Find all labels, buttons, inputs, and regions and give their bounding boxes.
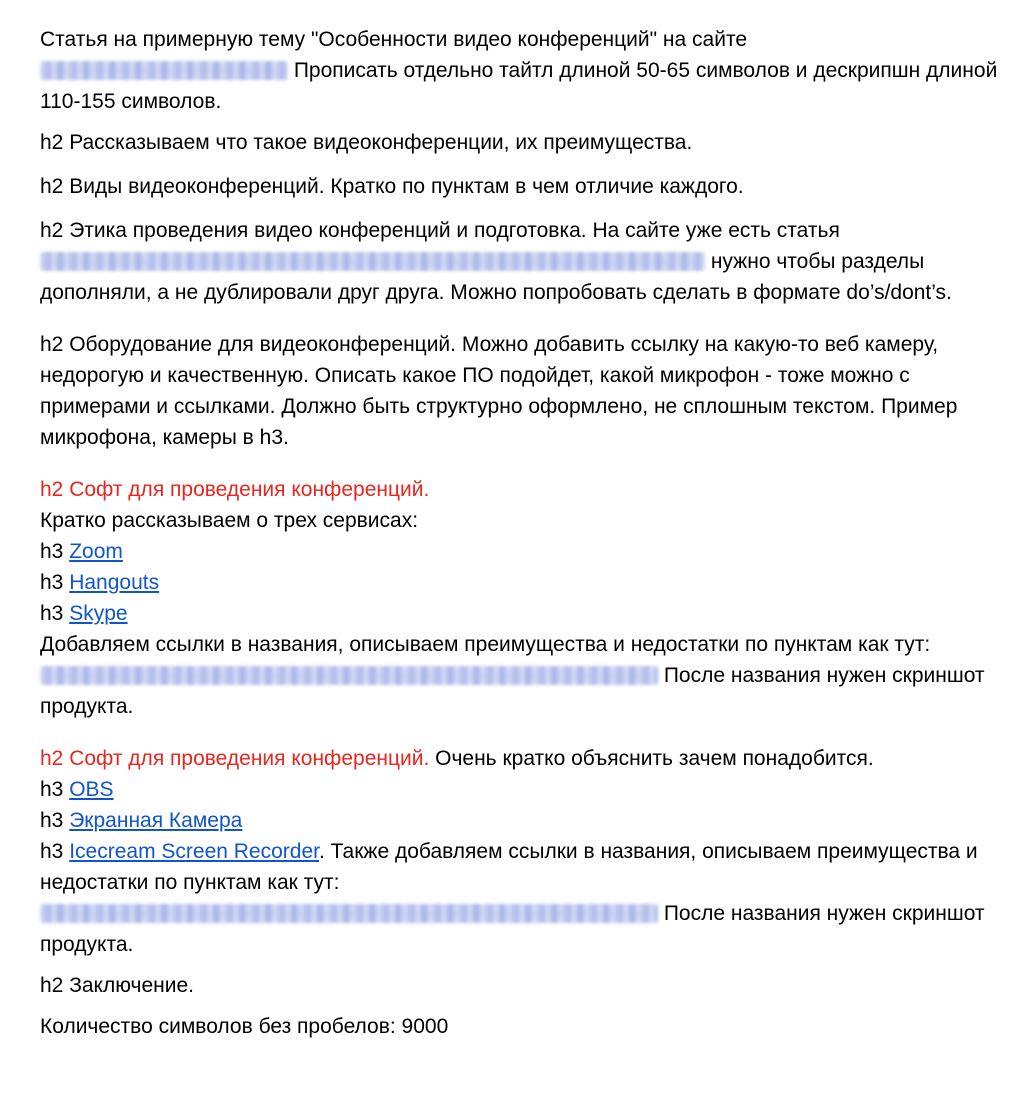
intro-text-b: Прописать отдельно тайтл длиной 50-65 символов и дескрипшн длиной 110-155 символов. <box>40 59 998 113</box>
section-types: h2 Виды видеоконференций. Кратко по пунктам в чем отличие каждого. <box>40 175 744 198</box>
link-zoom[interactable]: Zoom <box>69 540 123 563</box>
intro-paragraph <box>40 24 1000 117</box>
soft1-intro: Кратко рассказываем о трех сервисах: <box>40 509 419 532</box>
section-what-is: h2 Рассказываем что такое видеоконференции, их преимущества. <box>40 131 693 154</box>
h3-prefix: h3 <box>40 602 70 625</box>
h3-prefix: h3 <box>40 778 70 801</box>
soft1-item-hangouts <box>40 567 1000 598</box>
soft2-item-icecream-tail: . Также добавляем ссылки в названия, описываем преимущества и недостатки по пунктам как тут: <box>40 840 978 894</box>
h3-prefix: h3 <box>40 540 70 563</box>
link-icecream-screen-recorder[interactable]: Icecream Screen Recorder <box>69 840 319 863</box>
soft-block-2 <box>40 743 1000 960</box>
h3-prefix: h3 <box>40 571 70 594</box>
soft2-note-b: После названия нужен скриншот продукта. <box>40 902 985 956</box>
soft2-item-icecream <box>40 836 1000 898</box>
soft2-item-obs <box>40 774 1000 805</box>
redacted-link <box>40 252 705 271</box>
redacted-link <box>40 904 658 923</box>
char-count: Количество символов без пробелов: 9000 <box>40 1015 449 1038</box>
soft1-item-zoom <box>40 536 1000 567</box>
section-conclusion: h2 Заключение. <box>40 974 194 997</box>
soft-block-1 <box>40 474 1000 722</box>
soft1-note <box>40 629 1000 722</box>
link-obs[interactable]: OBS <box>69 778 114 801</box>
h3-prefix: h3 <box>40 809 70 832</box>
soft2-item-screen-camera <box>40 805 1000 836</box>
section-ethics-text-b: нужно чтобы разделы дополняли, а не дублировали друг друга. Можно попробовать сделать в формате do’s/dont’s. <box>40 250 952 304</box>
soft1-note-b: После названия нужен скриншот продукта. <box>40 664 985 718</box>
redacted-link <box>40 61 288 80</box>
intro-text-a: Статья на примерную тему "Особенности видео конференций" на сайте <box>40 28 748 51</box>
section-ethics <box>40 215 1000 308</box>
link-screen-camera[interactable]: Экранная Камера <box>69 809 243 832</box>
soft1-note-a: Добавляем ссылки в названия, описываем преимущества и недостатки по пунктам как тут: <box>40 633 931 656</box>
soft2-heading-tail: Очень кратко объяснить зачем понадобится. <box>429 747 874 770</box>
h3-prefix: h3 <box>40 840 70 863</box>
section-ethics-text-a: h2 Этика проведения видео конференций и подготовка. На сайте уже есть статья <box>40 219 840 242</box>
link-hangouts[interactable]: Hangouts <box>69 571 160 594</box>
redacted-link <box>40 666 658 685</box>
soft1-item-skype <box>40 598 1000 629</box>
soft2-heading: h2 Софт для проведения конференций. <box>40 747 430 770</box>
link-skype[interactable]: Skype <box>69 602 128 625</box>
soft2-note <box>40 898 1000 960</box>
soft1-heading: h2 Софт для проведения конференций. <box>40 478 430 501</box>
soft2-heading-line <box>40 743 1000 774</box>
section-equipment: h2 Оборудование для видеоконференций. Можно добавить ссылку на какую-то веб камеру, недорогую и качественную. Описать какое ПО подойдет, какой микрофон - тоже можно с примерами и ссылками. Должно быть структурно оформлено, не сплошным текстом. Пример микрофона, камеры в h3. <box>40 333 958 449</box>
